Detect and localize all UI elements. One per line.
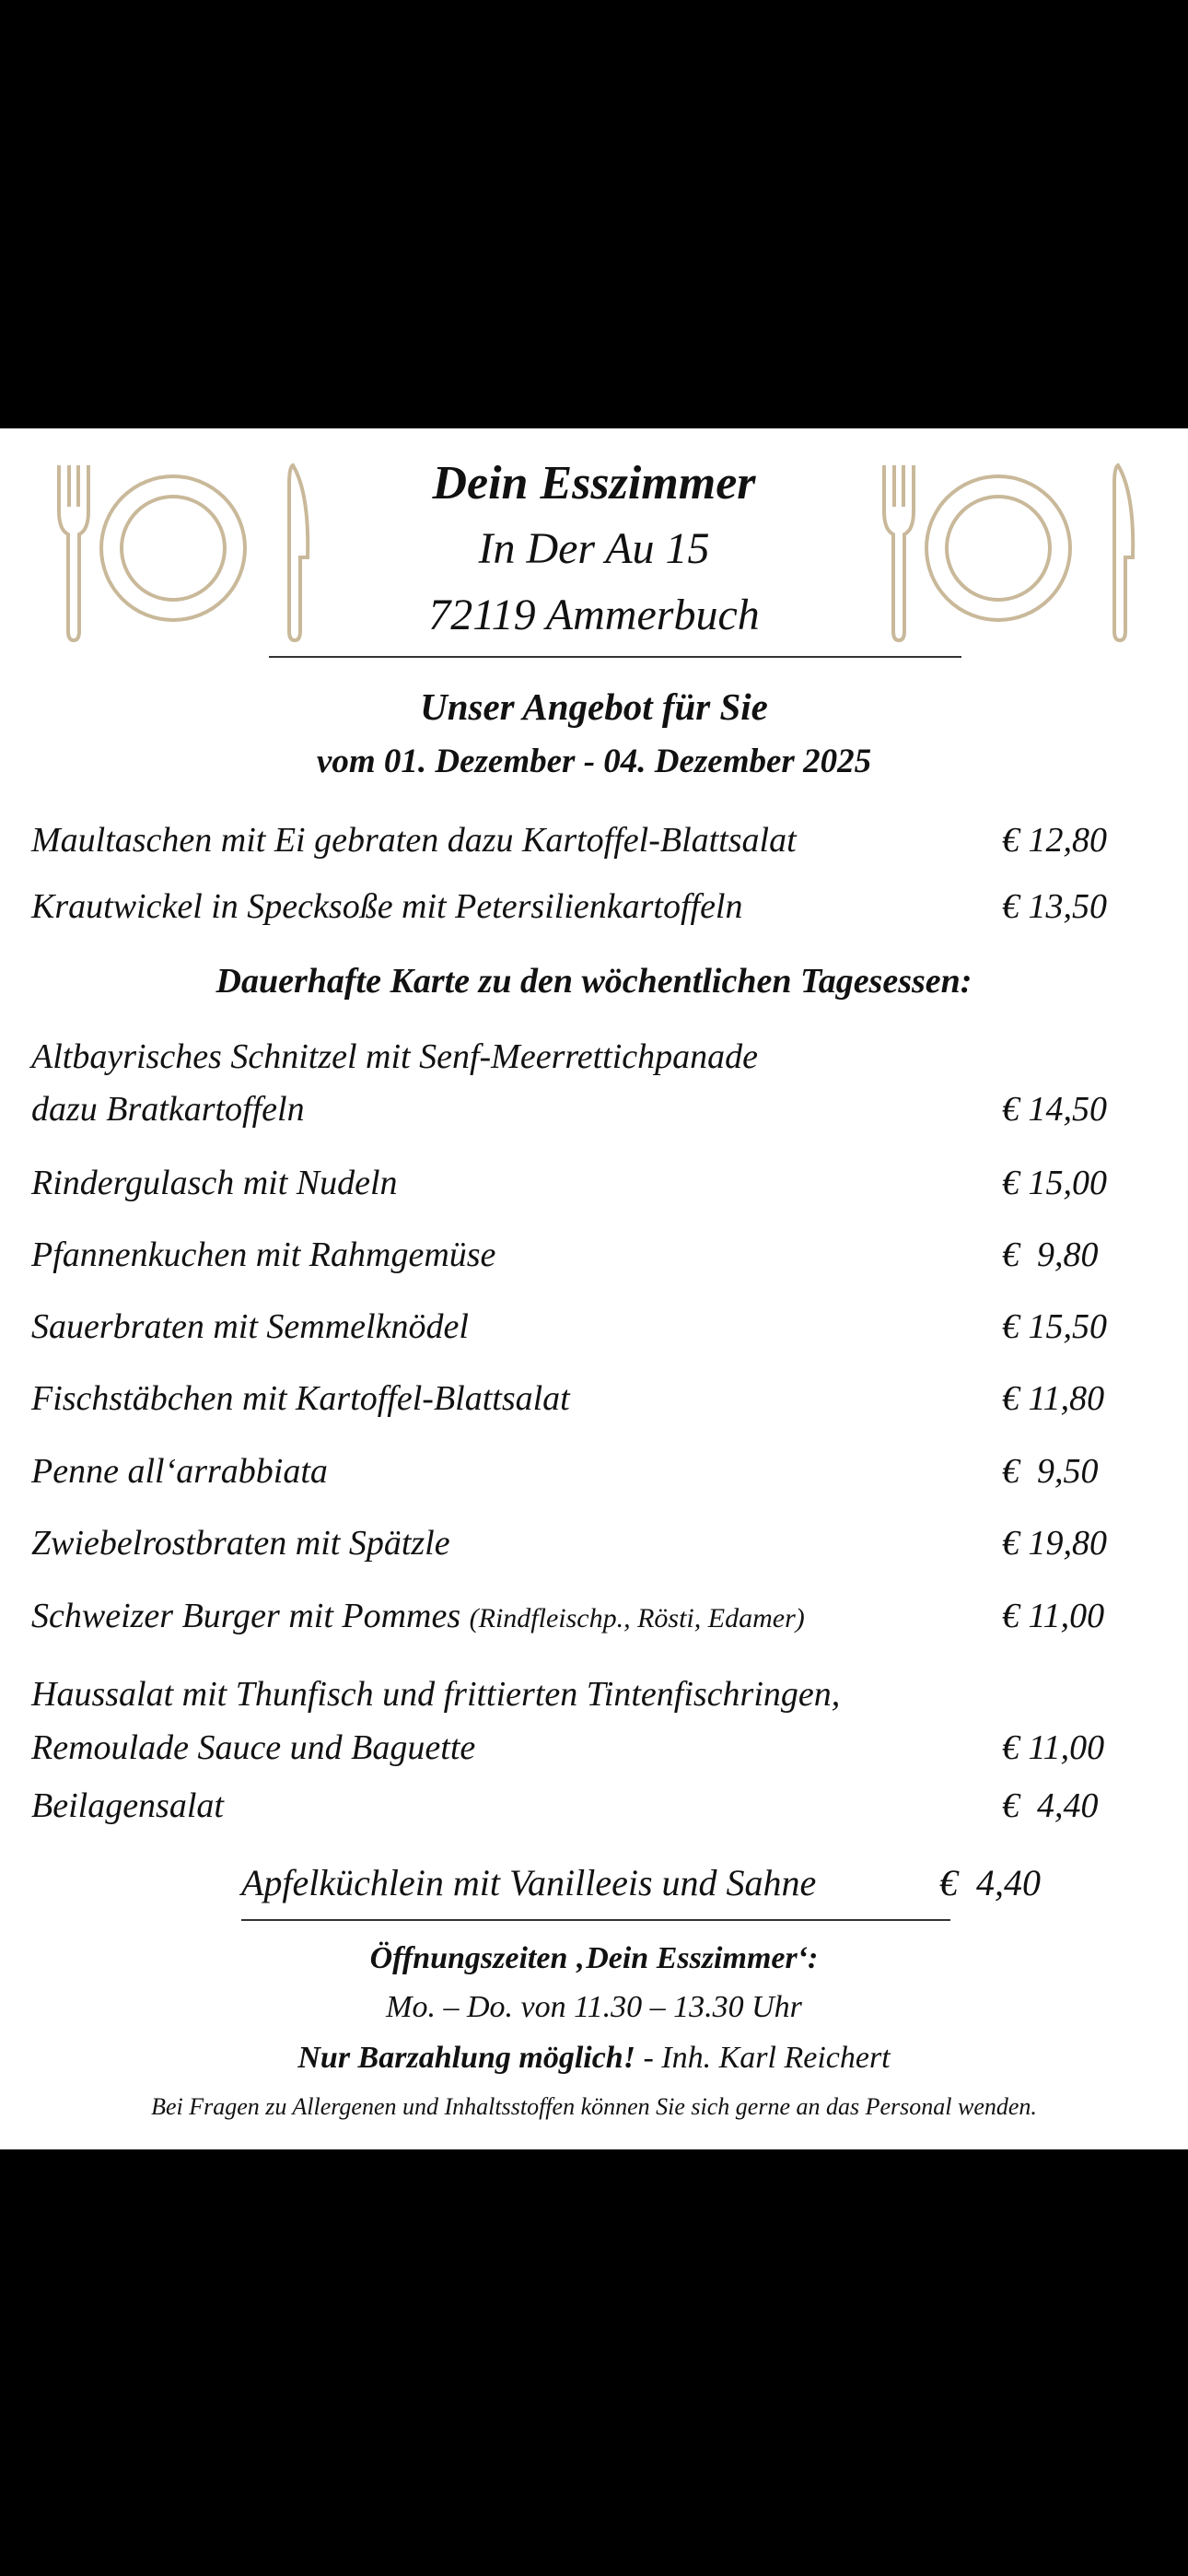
header-divider [269,656,961,658]
menu-item-price: € 9,80 [1002,1235,1099,1274]
menu-item-name: Fischstäbchen mit Kartoffel-Blattsalat [31,1379,570,1418]
payment-note [0,2041,1188,2076]
dessert-divider [241,1919,950,1921]
menu-item-price: € 19,80 [1002,1524,1107,1563]
menu-item-price: € 9,50 [1002,1452,1099,1491]
menu-item-name: Zwiebelrostbraten mit Spätzle [31,1524,450,1563]
opening-hours: Mo. – Do. von 11.30 – 13.30 Uhr [386,1990,802,2024]
menu-item-price: € 11,80 [1002,1379,1105,1418]
menu-item-name: Altbayrisches Schnitzel mit Senf-Meerrettichpanade [31,1037,759,1076]
menu-item-name: Rindergulasch mit Nudeln [31,1164,398,1202]
dessert-name: Apfelküchlein mit Vanilleeis und Sahne [241,1862,817,1903]
menu-item-price: € 15,50 [1002,1307,1107,1346]
opening-hours-heading: Öffnungszeiten ‚Dein Esszimmer‘: [369,1941,819,1975]
menu-item-price: € 11,00 [1002,1728,1105,1767]
menu-item-note: (Rindfleischp., Rösti, Edamer) [469,1603,805,1633]
offer-heading: Unser Angebot für Sie [420,685,768,728]
offer-item-name: Maultaschen mit Ei gebraten dazu Kartoffel-Blattsalat [31,821,797,860]
menu-item-name: Haussalat mit Thunfisch und frittierten Tintenfischringen, [31,1675,841,1714]
menu-item-name: Beilagensalat [31,1786,224,1825]
menu-item-price: € 11,00 [1002,1597,1105,1635]
menu-item-name: Penne all‘arrabbiata [31,1452,328,1491]
menu-item-name: Sauerbraten mit Semmelknödel [31,1307,469,1346]
offer-item-name: Krautwickel in Specksoße mit Petersilienkartoffeln [31,887,743,926]
offer-item-price: € 13,50 [1002,887,1107,926]
menu-item-name: Pfannenkuchen mit Rahmgemüse [31,1235,496,1274]
offer-date-range: vom 01. Dezember - 04. Dezember 2025 [316,743,872,780]
menu-item-price: € 15,00 [1002,1164,1107,1202]
address-city: 72119 Ammerbuch [428,591,760,639]
address-street: In Der Au 15 [478,524,710,573]
menu-item-price: € 4,40 [1002,1786,1099,1825]
menu-item-price: € 14,50 [1002,1090,1107,1129]
owner-name: - Inh. Karl Reichert [635,2041,891,2075]
dessert-price: € 4,40 [939,1862,1041,1903]
allergy-note: Bei Fragen zu Allergenen und Inhaltsstoffen können Sie sich gerne an das Personal wenden. [151,2093,1037,2120]
restaurant-title: Dein Esszimmer [432,457,756,509]
cash-only-note: Nur Barzahlung möglich! [297,2041,635,2075]
permanent-menu-heading: Dauerhafte Karte zu den wöchentlichen Tagesessen: [215,962,973,1001]
menu-item-burger [31,1596,805,1636]
menu-card [0,428,1188,2149]
menu-item-name-cont: Remoulade Sauce und Baguette [31,1728,476,1767]
offer-item-price: € 12,80 [1002,821,1107,860]
menu-item-name-cont: dazu Bratkartoffeln [31,1090,305,1129]
menu-item-name: Schweizer Burger mit Pommes [31,1597,461,1635]
